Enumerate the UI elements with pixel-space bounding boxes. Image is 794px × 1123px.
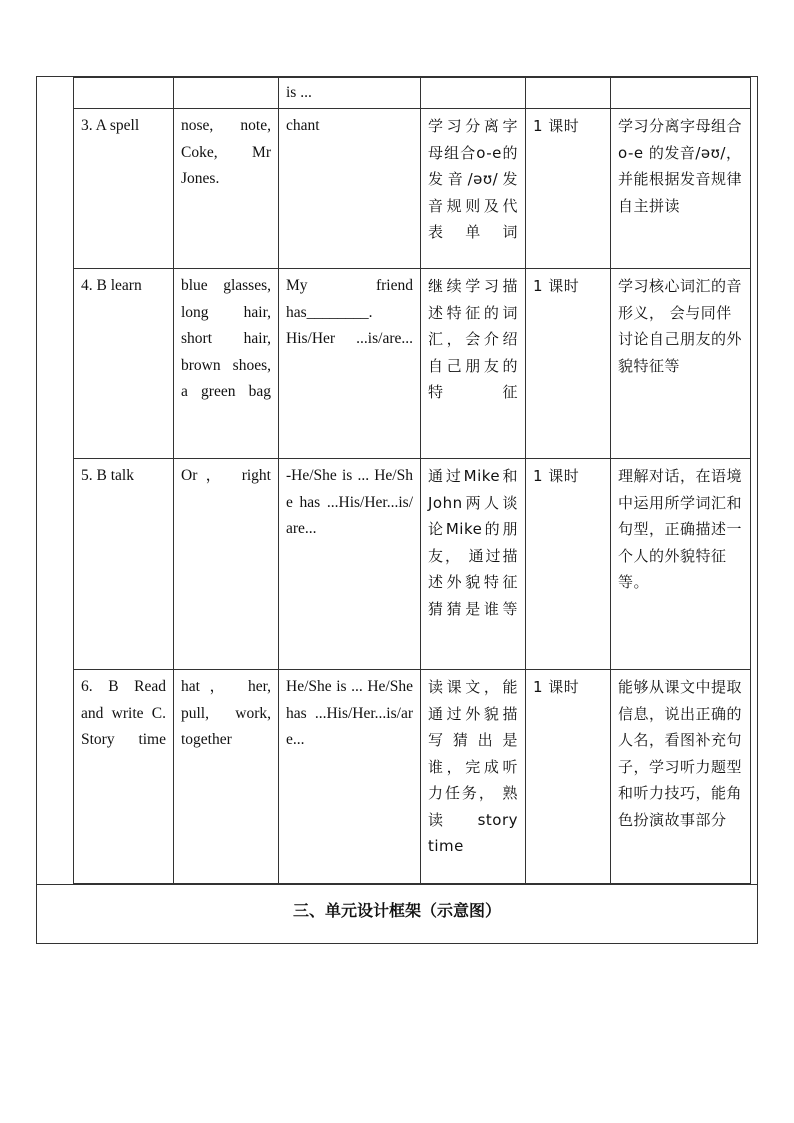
goal-cell: 能够从课文中提取信息，说出正确的人名，看图补充句子，学习听力题型和听力技巧，能角色扮演故事部分 — [611, 670, 751, 884]
table-row — [74, 78, 751, 109]
period-cell: 1 课时 — [526, 459, 611, 670]
content-cell: 继续学习描述特征的词汇，会介绍自己朋友的特征 — [421, 269, 526, 459]
pattern-cell: He/She is ... He/She has ...His/Her...is/are... — [279, 670, 421, 884]
period-cell — [526, 78, 611, 109]
pattern-cell: chant — [279, 109, 421, 269]
pattern-cell: My friend has________. His/Her ...is/are... — [279, 269, 421, 459]
table-row — [74, 109, 751, 269]
goal-cell: 学习分离字母组合 o-e 的发音/əʊ/，并能根据发音规律自主拼读 — [611, 109, 751, 269]
outer-divider — [36, 884, 758, 885]
lesson-cell: 3. A spell — [74, 109, 174, 269]
vocab-cell: nose, note, Coke, Mr Jones. — [174, 109, 279, 269]
lesson-cell: 6. B Read and write C. Story time — [74, 670, 174, 884]
goal-cell: 理解对话，在语境中运用所学词汇和句型，正确描述一个人的外貌特征等。 — [611, 459, 751, 670]
content-cell: 读课文，能通过外貌描写猜出是谁，完成听力任务， 熟读 story time — [421, 670, 526, 884]
pattern-cell: -He/She is ... He/She has ...His/Her...is/are... — [279, 459, 421, 670]
content-cell: 通过Mike和John两人谈论Mike的朋友， 通过描述外貌特征猜猜是谁等 — [421, 459, 526, 670]
unit-lesson-table — [73, 77, 751, 884]
goal-cell — [611, 78, 751, 109]
goal-cell: 学习核心词汇的音形义， 会与同伴讨论自己朋友的外貌特征等 — [611, 269, 751, 459]
pattern-cell: is ... — [279, 78, 421, 109]
table-row — [74, 269, 751, 459]
table-row — [74, 459, 751, 670]
lesson-cell: 5. B talk — [74, 459, 174, 670]
lesson-cell: 4. B learn — [74, 269, 174, 459]
vocab-cell — [174, 78, 279, 109]
vocab-cell: blue glasses, long hair, short hair, brown shoes, a green bag — [174, 269, 279, 459]
content-cell — [421, 78, 526, 109]
period-cell: 1 课时 — [526, 109, 611, 269]
lesson-cell — [74, 78, 174, 109]
table-row — [74, 670, 751, 884]
period-cell: 1 课时 — [526, 269, 611, 459]
content-cell: 学习分离字母组合o-e的发音/əʊ/发音规则及代表单词 — [421, 109, 526, 269]
period-cell: 1 课时 — [526, 670, 611, 884]
vocab-cell: hat， her, pull, work, together — [174, 670, 279, 884]
section-heading: 三、单元设计框架（示意图） — [292, 901, 501, 920]
vocab-cell: Or， right — [174, 459, 279, 670]
